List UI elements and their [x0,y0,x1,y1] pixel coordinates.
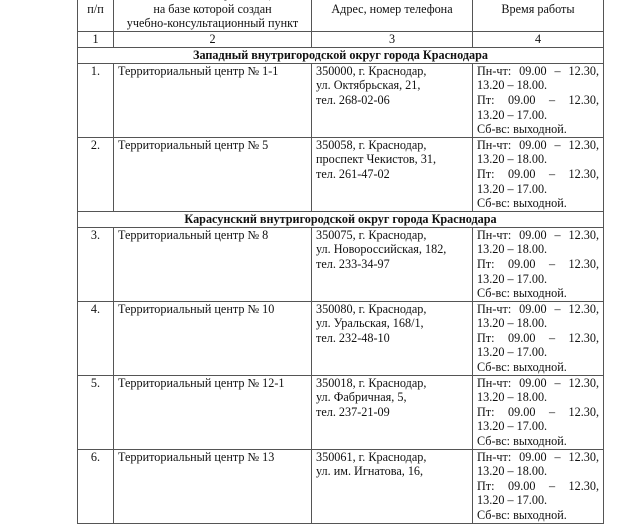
mon-thu-hours: Пн-чт: 09.00 – 12.30, [477,63,599,78]
address-line: ул. Фабричная, 5, [316,390,407,405]
fri-hours: Пт: 09.00 – 12.30, [477,92,599,107]
header-hours: Время работы [473,0,604,31]
fri-hours: Пт: 09.00 – 12.30, [477,330,599,345]
center-address [312,227,473,301]
mon-thu-hours: Пн-чт: 09.00 – 12.30, [477,301,599,316]
header-address: Адрес, номер телефона [312,0,473,31]
work-hours [473,375,604,449]
address-line: ул. Уральская, 168/1, [316,316,424,331]
table-row [78,137,604,211]
mon-thu-hours: Пн-чт: 09.00 – 12.30, [477,137,599,152]
fri-hours: Пт: 09.00 – 12.30, [477,166,599,181]
row-number: 5. [78,375,114,449]
address-line: 350061, г. Краснодар, [316,449,427,464]
district-header-row [78,47,604,63]
address-line: ул. им. Игнатова, 16, [316,464,424,479]
weekend-hours: Сб-вс: выходной. [477,434,567,449]
work-hours [473,63,604,137]
address-line: тел. 261-47-02 [316,166,390,181]
district-title: Западный внутригородской округ города Краснодара [78,47,604,63]
header-organization: на базе которой создан учебно-консультационный пункт [114,0,312,31]
fri-afternoon: 13.20 – 17.00. [477,181,548,196]
center-address [312,375,473,449]
column-number: 3 [312,31,473,47]
row-number: 1. [78,63,114,137]
address-line: 350000, г. Краснодар, [316,63,427,78]
table-row [78,227,604,301]
weekend-hours: Сб-вс: выходной. [477,508,567,522]
center-name: Территориальный центр № 1-1 [114,63,312,137]
mon-thu-afternoon: 13.20 – 18.00. [477,152,548,167]
column-numbers-row [78,31,604,47]
mon-thu-hours: Пн-чт: 09.00 – 12.30, [477,227,599,242]
address-line: тел. 232-48-10 [316,330,390,345]
address-line: тел. 237-21-09 [316,404,390,419]
table-row [78,301,604,375]
district-header-row [78,211,604,227]
address-line: 350018, г. Краснодар, [316,375,427,390]
mon-thu-hours: Пн-чт: 09.00 – 12.30, [477,449,599,464]
address-line: 350075, г. Краснодар, [316,227,427,242]
mon-thu-afternoon: 13.20 – 18.00. [477,390,548,405]
weekend-hours: Сб-вс: выходной. [477,122,567,137]
center-address [312,449,473,523]
row-number: 2. [78,137,114,211]
work-hours [473,227,604,301]
address-line: ул. Октябрьская, 21, [316,78,421,93]
center-name: Территориальный центр № 13 [114,449,312,523]
district-title: Карасунский внутригородской округ города Краснодара [78,211,604,227]
mon-thu-afternoon: 13.20 – 18.00. [477,78,548,93]
table-row [78,375,604,449]
address-line: 350080, г. Краснодар, [316,301,427,316]
fri-hours: Пт: 09.00 – 12.30, [477,404,599,419]
address-line: тел. 233-34-97 [316,256,390,271]
weekend-hours: Сб-вс: выходной. [477,360,567,375]
address-line: тел. 268-02-06 [316,92,390,107]
centers-table [77,0,604,524]
fri-hours: Пт: 09.00 – 12.30, [477,256,599,271]
center-name: Территориальный центр № 8 [114,227,312,301]
fri-afternoon: 13.20 – 17.00. [477,271,548,286]
fri-afternoon: 13.20 – 17.00. [477,345,548,360]
row-number: 6. [78,449,114,523]
weekend-hours: Сб-вс: выходной. [477,196,567,211]
row-number: 4. [78,301,114,375]
weekend-hours: Сб-вс: выходной. [477,286,567,301]
center-address [312,301,473,375]
column-number: 4 [473,31,604,47]
table-row [78,63,604,137]
center-name: Территориальный центр № 12-1 [114,375,312,449]
fri-hours: Пт: 09.00 – 12.30, [477,478,599,493]
mon-thu-afternoon: 13.20 – 18.00. [477,464,548,479]
center-name: Территориальный центр № 10 [114,301,312,375]
table-header-row [78,0,604,31]
fri-afternoon: 13.20 – 17.00. [477,493,548,508]
mon-thu-afternoon: 13.20 – 18.00. [477,242,548,257]
work-hours [473,449,604,523]
center-address [312,137,473,211]
address-line: проспект Чекистов, 31, [316,152,437,167]
table-row [78,449,604,523]
address-line: ул. Новороссийская, 182, [316,242,447,257]
column-number: 1 [78,31,114,47]
work-hours [473,137,604,211]
center-address [312,63,473,137]
work-hours [473,301,604,375]
fri-afternoon: 13.20 – 17.00. [477,419,548,434]
row-number: 3. [78,227,114,301]
fri-afternoon: 13.20 – 17.00. [477,107,548,122]
address-line: 350058, г. Краснодар, [316,137,427,152]
mon-thu-hours: Пн-чт: 09.00 – 12.30, [477,375,599,390]
column-number: 2 [114,31,312,47]
center-name: Территориальный центр № 5 [114,137,312,211]
header-number: п/п [78,0,114,31]
mon-thu-afternoon: 13.20 – 18.00. [477,316,548,331]
